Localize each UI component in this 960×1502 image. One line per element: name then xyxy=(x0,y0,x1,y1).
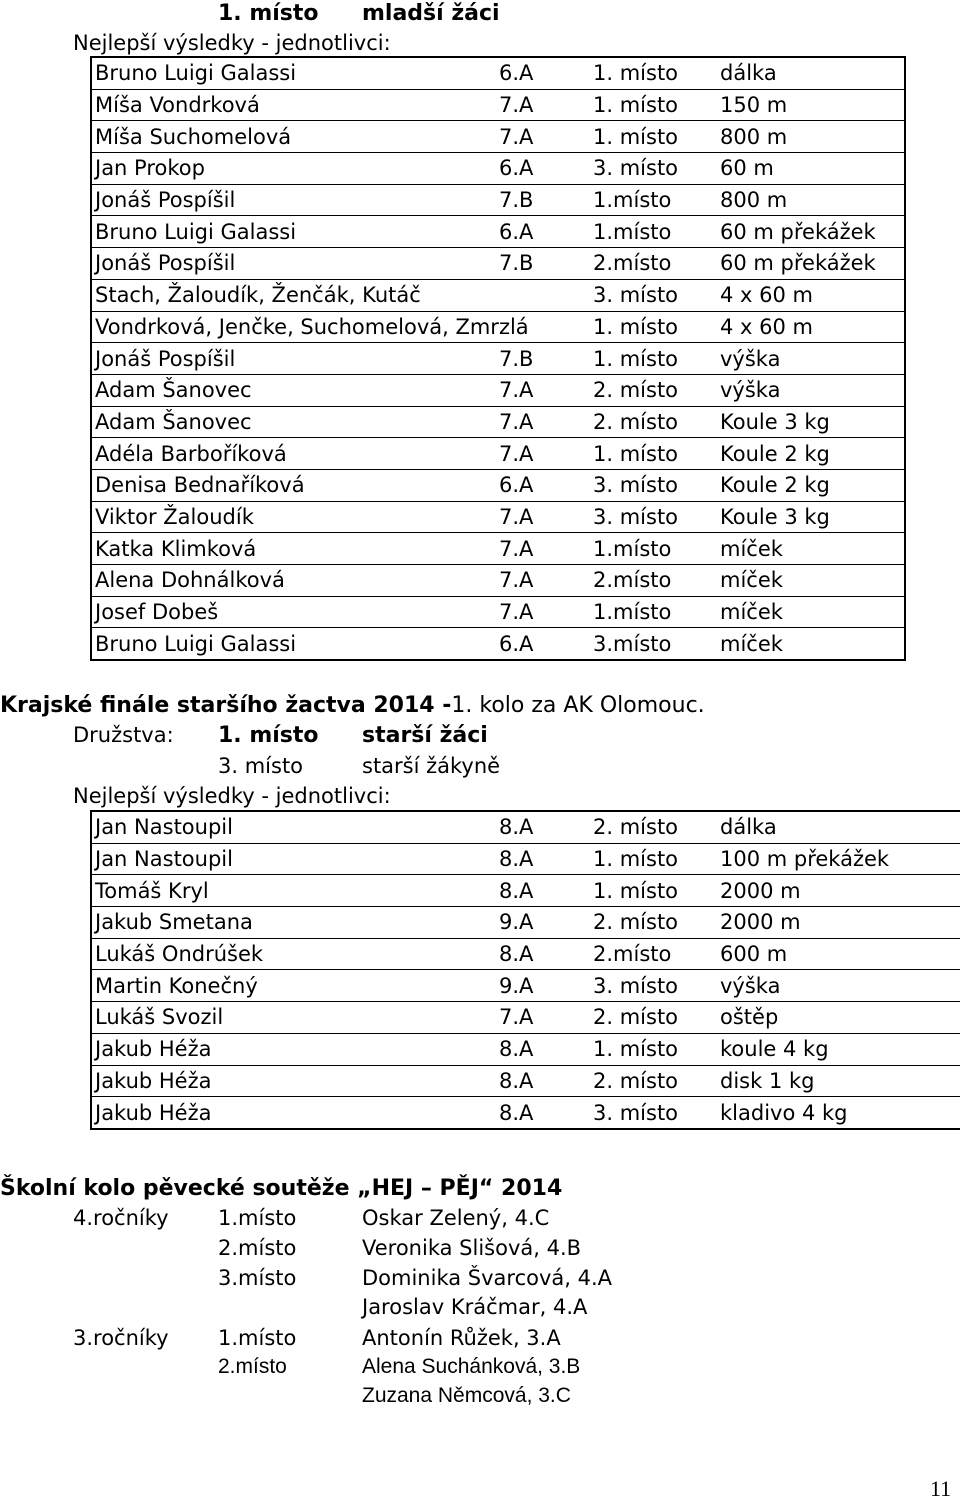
place: 1. místo xyxy=(590,343,717,375)
singer-place: 2.místo xyxy=(218,1236,297,1260)
event: výška xyxy=(717,970,960,1002)
place: 1. místo xyxy=(590,121,717,153)
athlete-name: Adam Šanovec xyxy=(91,406,496,438)
place: 1. místo xyxy=(590,875,717,907)
table-row xyxy=(91,843,960,875)
singer-name: Oskar Zelený, 4.C xyxy=(362,1206,550,1230)
class: 7.A xyxy=(496,121,590,153)
grade-label: 4.ročníky xyxy=(73,1206,169,1230)
class: 6.A xyxy=(499,631,534,656)
class: 6.A xyxy=(496,469,590,501)
table-row xyxy=(91,1033,960,1065)
singer-name: Antonín Růžek, 3.A xyxy=(362,1326,561,1350)
event: 100 m překážek xyxy=(717,843,960,875)
place: 2.místo xyxy=(590,938,717,970)
grade-label: 3.ročníky xyxy=(73,1326,169,1350)
event: Koule 2 kg xyxy=(717,469,905,501)
table-row xyxy=(91,533,905,565)
place: 1. místo xyxy=(590,438,717,470)
event: 2000 m xyxy=(717,875,960,907)
class: 7.B xyxy=(496,248,590,280)
class: 7.B xyxy=(496,184,590,216)
class: 7.A xyxy=(496,501,590,533)
table-row xyxy=(91,970,960,1002)
table-row xyxy=(91,875,960,907)
table-row xyxy=(91,1097,960,1129)
event: dálka xyxy=(717,57,905,89)
class: 7.A xyxy=(496,565,590,597)
athlete-name: Jakub Smetana xyxy=(91,907,496,939)
table-row xyxy=(91,907,960,939)
athlete-name: Lukáš Svozil xyxy=(91,1002,496,1034)
class: 8.A xyxy=(496,938,590,970)
team-name: mladší žáci xyxy=(362,1,500,26)
table-row xyxy=(91,248,905,280)
place: 3. místo xyxy=(590,970,717,1002)
singer-place: 3.místo xyxy=(218,1266,297,1290)
class: 6.A xyxy=(496,57,590,89)
place: 1. místo xyxy=(590,1033,717,1065)
team2-name: starší žákyně xyxy=(362,754,501,778)
event: 800 m xyxy=(717,184,905,216)
class: 9.A xyxy=(496,970,590,1002)
section2-title-bold: Krajské finále staršího žactva 2014 - xyxy=(0,693,452,718)
event: dálka xyxy=(717,811,960,843)
place: 2. místo xyxy=(590,374,717,406)
place: 1. místo xyxy=(590,89,717,121)
singer-name: Zuzana Němcová, 3.C xyxy=(362,1384,571,1407)
place: 3.místo xyxy=(593,631,672,656)
table-row xyxy=(91,153,905,185)
place: 1.místo xyxy=(590,533,717,565)
athlete-name: Jonáš Pospíšil xyxy=(91,184,496,216)
event: míček xyxy=(717,565,905,597)
class: 8.A xyxy=(496,811,590,843)
singer-name: Jaroslav Kráčmar, 4.A xyxy=(362,1295,588,1319)
team2-place: 3. místo xyxy=(218,754,304,778)
event: míček xyxy=(717,533,905,565)
class: 7.A xyxy=(496,406,590,438)
class: 7.A xyxy=(496,89,590,121)
class: 7.A xyxy=(496,533,590,565)
athlete-name: Jan Nastoupil xyxy=(91,843,496,875)
table-row xyxy=(91,216,905,248)
place: 2. místo xyxy=(590,811,717,843)
athlete-name: Jakub Héža xyxy=(95,1100,212,1125)
singer-name: Dominika Švarcová, 4.A xyxy=(362,1266,613,1290)
table-row xyxy=(91,406,905,438)
table-row xyxy=(91,596,905,628)
place: 3. místo xyxy=(590,469,717,501)
event: koule 4 kg xyxy=(717,1033,960,1065)
event: 60 m xyxy=(717,153,905,185)
table-row xyxy=(91,311,905,343)
table-row xyxy=(91,121,905,153)
athlete-name: Míša Vondrková xyxy=(91,89,496,121)
event: 60 m překážek xyxy=(717,216,905,248)
class: 8.A xyxy=(496,1065,590,1097)
table-row xyxy=(91,374,905,406)
team-place: 1. místo xyxy=(218,1,319,26)
event: kladivo 4 kg xyxy=(720,1100,848,1125)
place: 1.místo xyxy=(590,184,717,216)
event: 600 m xyxy=(717,938,960,970)
event: oštěp xyxy=(717,1002,960,1034)
class: 8.A xyxy=(496,843,590,875)
table-row xyxy=(91,811,960,843)
place: 1.místo xyxy=(590,596,717,628)
place: 2.místo xyxy=(590,565,717,597)
athlete-name: Denisa Bednaříková xyxy=(91,469,496,501)
class: 7.B xyxy=(496,343,590,375)
class: 8.A xyxy=(496,875,590,907)
event: míček xyxy=(717,596,905,628)
athlete-name: Alena Dohnálková xyxy=(91,565,496,597)
athlete-name: Míša Suchomelová xyxy=(91,121,496,153)
athlete-name: Katka Klimková xyxy=(91,533,496,565)
event: míček xyxy=(720,631,783,656)
place: 3. místo xyxy=(590,501,717,533)
athlete-name: Jan Prokop xyxy=(91,153,496,185)
singer-place: 1.místo xyxy=(218,1206,297,1230)
athlete-name: Jakub Héža xyxy=(91,1065,496,1097)
best-results-label: Nejlepší výsledky - jednotlivci: xyxy=(73,31,391,55)
event: Koule 3 kg xyxy=(717,406,905,438)
table-row xyxy=(91,184,905,216)
singer-name: Veronika Slišová, 4.B xyxy=(362,1236,582,1260)
table-row xyxy=(91,343,905,375)
table-row xyxy=(91,57,905,89)
section2-title xyxy=(0,693,705,718)
athlete-name: Adéla Barboříková xyxy=(91,438,496,470)
class: 7.A xyxy=(496,1002,590,1034)
place: 1. místo xyxy=(590,57,717,89)
singer-place: 1.místo xyxy=(218,1326,297,1350)
event: 2000 m xyxy=(717,907,960,939)
place: 2. místo xyxy=(590,907,717,939)
place: 2.místo xyxy=(590,248,717,280)
athlete-name: Jonáš Pospíšil xyxy=(91,248,496,280)
athlete-name: Bruno Luigi Galassi xyxy=(91,216,496,248)
place: 2. místo xyxy=(590,1065,717,1097)
event: 800 m xyxy=(717,121,905,153)
event: disk 1 kg xyxy=(717,1065,960,1097)
table-row xyxy=(91,501,905,533)
teams-label: Družstva: xyxy=(73,723,174,747)
place: 1. místo xyxy=(590,843,717,875)
place: 1. místo xyxy=(590,311,717,343)
results-table-younger xyxy=(90,56,906,661)
event: 60 m překážek xyxy=(717,248,905,280)
event: výška xyxy=(717,343,905,375)
team1-name: starší žáci xyxy=(362,723,488,748)
table-row xyxy=(91,279,905,311)
table-row xyxy=(91,938,960,970)
place: 3. místo xyxy=(590,279,717,311)
athlete-name: Jonáš Pospíšil xyxy=(91,343,496,375)
table-row xyxy=(91,1002,960,1034)
athlete-name: Stach, Žaloudík, Ženčák, Kutáč xyxy=(91,279,590,311)
class: 9.A xyxy=(496,907,590,939)
athlete-name: Martin Konečný xyxy=(91,970,496,1002)
place: 1.místo xyxy=(590,216,717,248)
table-row xyxy=(91,1065,960,1097)
athlete-name: Tomáš Kryl xyxy=(91,875,496,907)
athlete-name: Lukáš Ondrúšek xyxy=(91,938,496,970)
athlete-name: Jakub Héža xyxy=(91,1033,496,1065)
best-results-label-2: Nejlepší výsledky - jednotlivci: xyxy=(73,784,391,808)
class: 7.A xyxy=(496,438,590,470)
event: 4 x 60 m xyxy=(717,279,905,311)
singing-contest-title: Školní kolo pěvecké soutěže „HEJ – PĚJ“ 2014 xyxy=(0,1176,563,1201)
athlete-name: Adam Šanovec xyxy=(91,374,496,406)
athlete-name: Bruno Luigi Galassi xyxy=(95,631,297,656)
results-table-older xyxy=(90,810,960,1130)
athlete-name: Josef Dobeš xyxy=(91,596,496,628)
event: Koule 2 kg xyxy=(717,438,905,470)
athlete-name: Bruno Luigi Galassi xyxy=(91,57,496,89)
page-number: 11 xyxy=(930,1476,952,1501)
event: Koule 3 kg xyxy=(717,501,905,533)
singer-place: 2.místo xyxy=(218,1355,287,1378)
athlete-name: Jan Nastoupil xyxy=(91,811,496,843)
place: 3. místo xyxy=(593,1100,679,1125)
class: 7.A xyxy=(496,596,590,628)
table-row xyxy=(91,469,905,501)
event: výška xyxy=(717,374,905,406)
team1-place: 1. místo xyxy=(218,723,319,748)
athlete-name: Vondrková, Jenčke, Suchomelová, Zmrzlá xyxy=(91,311,590,343)
class: 7.A xyxy=(496,374,590,406)
table-row xyxy=(91,438,905,470)
place: 2. místo xyxy=(590,1002,717,1034)
place: 3. místo xyxy=(590,153,717,185)
athlete-name: Viktor Žaloudík xyxy=(91,501,496,533)
place: 2. místo xyxy=(590,406,717,438)
class: 6.A xyxy=(496,216,590,248)
class: 6.A xyxy=(496,153,590,185)
event: 4 x 60 m xyxy=(717,311,905,343)
table-row xyxy=(91,565,905,597)
table-row xyxy=(91,89,905,121)
class: 8.A xyxy=(499,1100,534,1125)
singer-name: Alena Suchánková, 3.B xyxy=(362,1355,581,1378)
event: 150 m xyxy=(717,89,905,121)
table-row xyxy=(91,628,905,660)
class: 8.A xyxy=(496,1033,590,1065)
section2-title-rest: 1. kolo za AK Olomouc. xyxy=(451,693,705,718)
